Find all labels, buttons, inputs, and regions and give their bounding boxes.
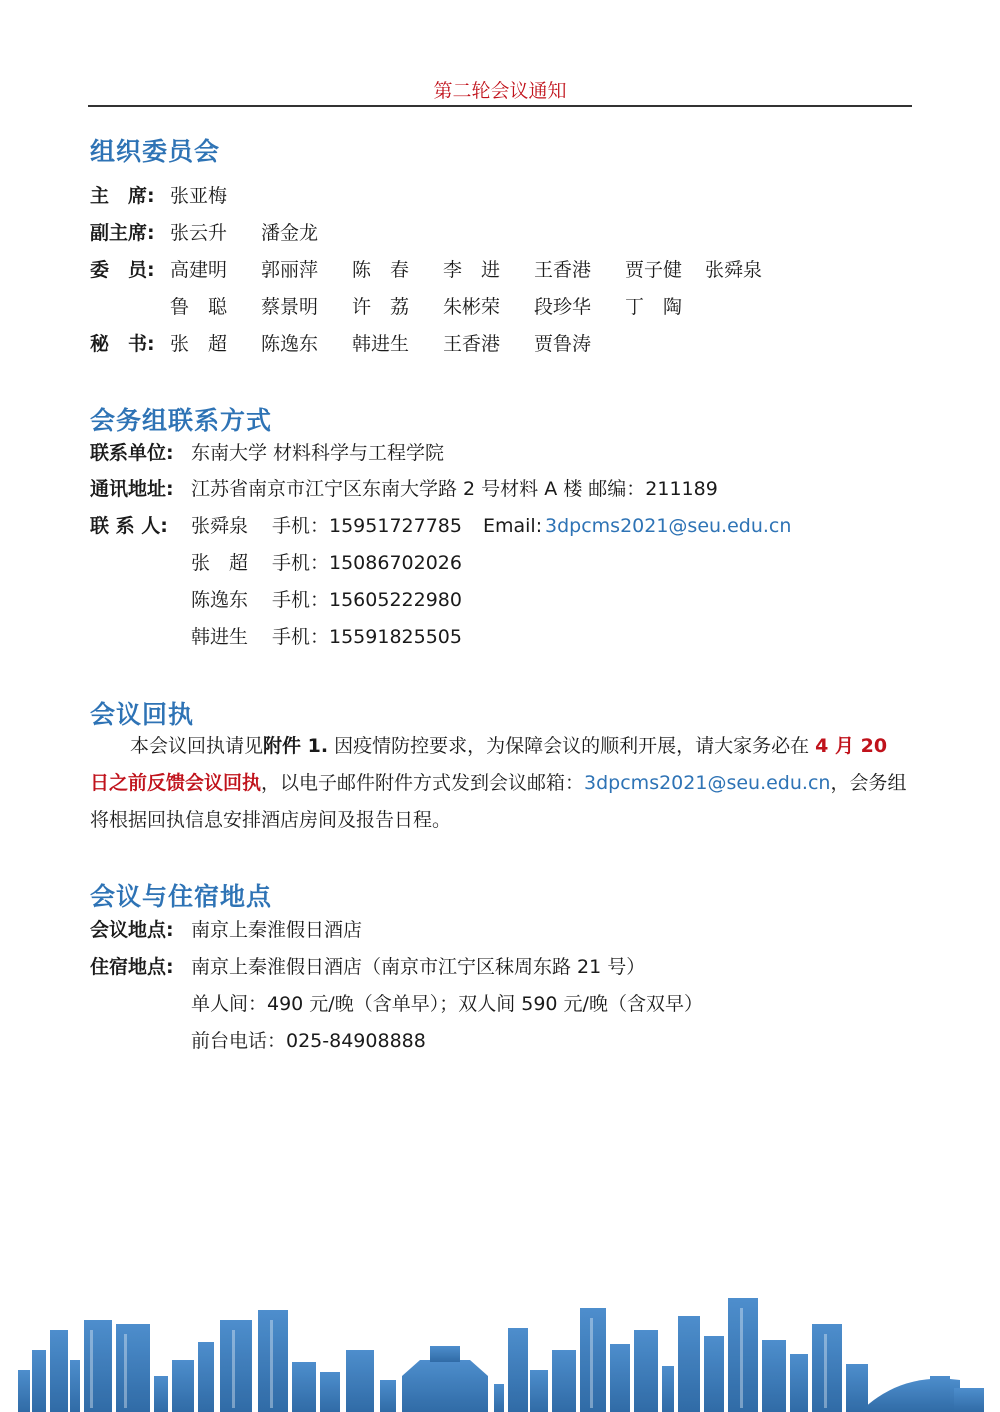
chair-name: 张亚梅 bbox=[170, 185, 228, 207]
contact-person-phone: 手机：15591825505 bbox=[272, 626, 462, 648]
receipt-email-link[interactable]: 3dpcms2021@seu.edu.cn bbox=[584, 772, 831, 794]
lodging-label: 住宿地点: bbox=[90, 956, 174, 978]
section-title-venue: 会议与住宿地点 bbox=[90, 882, 273, 911]
contact-person-phone: 手机：15086702026 bbox=[272, 552, 462, 574]
member-name: 贾子健 bbox=[625, 259, 683, 281]
contact-address-row bbox=[90, 474, 718, 504]
secretary-row bbox=[90, 329, 592, 359]
header-divider bbox=[88, 105, 912, 107]
members-label: 委 员: bbox=[90, 259, 155, 281]
member-name: 段珍华 bbox=[534, 296, 592, 318]
member-name: 许 荔 bbox=[352, 296, 410, 318]
vice-chair-row bbox=[90, 218, 319, 248]
meeting-venue-row bbox=[90, 915, 363, 945]
members-row bbox=[90, 255, 763, 285]
chair-label: 主 席: bbox=[90, 185, 155, 207]
vice-chair-name: 潘金龙 bbox=[261, 222, 319, 244]
receipt-text: ，以电子邮件附件方式发到会议邮箱： bbox=[261, 772, 585, 794]
member-name: 李 进 bbox=[443, 259, 501, 281]
contact-person-name: 韩进生 bbox=[191, 626, 249, 648]
contact-person-name: 张舜泉 bbox=[191, 515, 249, 537]
member-name: 郭丽萍 bbox=[261, 259, 319, 281]
lodging-venue: 南京上秦淮假日酒店（南京市江宁区秣周东路 21 号） bbox=[191, 956, 646, 978]
secretary-name: 王香港 bbox=[443, 333, 501, 355]
contact-address-label: 通讯地址: bbox=[90, 478, 174, 500]
contact-unit: 东南大学 材料科学与工程学院 bbox=[191, 442, 445, 464]
member-name: 高建明 bbox=[170, 259, 228, 281]
lodging-row bbox=[90, 952, 646, 982]
section-title-contact: 会务组联系方式 bbox=[90, 406, 273, 435]
header-title: 第二轮会议通知 bbox=[433, 80, 567, 102]
secretary-name: 贾鲁涛 bbox=[534, 333, 592, 355]
receipt-text: ，会务组将根据回执信息安排酒店房间及报告日程。 bbox=[90, 772, 907, 831]
member-name: 蔡景明 bbox=[261, 296, 319, 318]
city-skyline-illustration bbox=[0, 1280, 1000, 1412]
receipt-text: 因疫情防控要求，为保障会议的顺利开展，请大家务必在 bbox=[328, 735, 816, 757]
secretary-name: 张 超 bbox=[170, 333, 228, 355]
contact-person-name: 陈逸东 bbox=[191, 589, 249, 611]
attachment-ref: 附件 1. bbox=[263, 735, 329, 757]
section-title-committee: 组织委员会 bbox=[90, 137, 221, 166]
contact-unit-row bbox=[90, 438, 445, 468]
secretary-name: 陈逸东 bbox=[261, 333, 319, 355]
secretary-label: 秘 书: bbox=[90, 333, 155, 355]
meeting-venue: 南京上秦淮假日酒店 bbox=[191, 919, 363, 941]
member-name: 张舜泉 bbox=[705, 259, 763, 281]
vice-chair-label: 副主席: bbox=[90, 222, 155, 244]
section-title-receipt: 会议回执 bbox=[90, 700, 195, 729]
member-name: 鲁 聪 bbox=[170, 296, 228, 318]
contact-person-phone: 手机：15605222980 bbox=[272, 589, 462, 611]
receipt-text: 本会议回执请见 bbox=[130, 735, 264, 757]
member-name: 陈 春 bbox=[352, 259, 410, 281]
member-name: 王香港 bbox=[534, 259, 592, 281]
meeting-venue-label: 会议地点: bbox=[90, 919, 174, 941]
contact-address: 江苏省南京市江宁区东南大学路 2 号材料 A 楼 邮编：211189 bbox=[191, 478, 718, 500]
contact-person-row bbox=[90, 511, 792, 541]
chair-row bbox=[90, 181, 228, 211]
email-label: Email: bbox=[483, 515, 543, 537]
contact-unit-label: 联系单位: bbox=[90, 442, 174, 464]
front-desk-phone: 前台电话：025-84908888 bbox=[191, 1030, 426, 1052]
receipt-paragraph bbox=[90, 728, 912, 839]
secretary-name: 韩进生 bbox=[352, 333, 410, 355]
email-link[interactable]: 3dpcms2021@seu.edu.cn bbox=[545, 515, 792, 537]
member-name: 丁 陶 bbox=[625, 296, 683, 318]
contact-person-phone: 手机：15951727785 bbox=[272, 515, 462, 537]
contact-person-name: 张 超 bbox=[191, 552, 249, 574]
room-price: 单人间：490 元/晚（含单早）；双人间 590 元/晚（含双早） bbox=[191, 993, 703, 1015]
deadline-text: 4 月 20 日之前反馈会议回执 bbox=[90, 735, 888, 794]
member-name: 朱彬荣 bbox=[443, 296, 501, 318]
contact-person-label: 联 系 人: bbox=[90, 515, 168, 537]
vice-chair-name: 张云升 bbox=[170, 222, 228, 244]
